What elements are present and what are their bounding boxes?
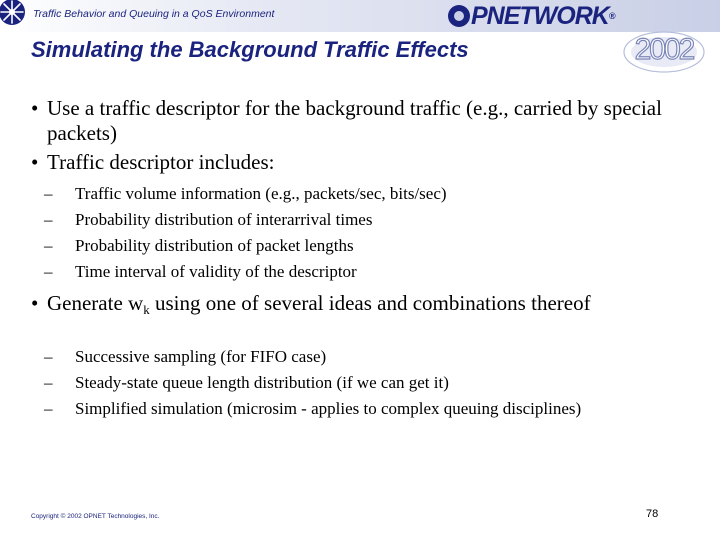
- bullet-item: [31, 96, 671, 146]
- sub-bullet-item: [44, 397, 604, 420]
- copyright-notice: Copyright © 2002 OPNET Technologies, Inc.: [31, 513, 160, 520]
- sub-bullet-item: [44, 371, 604, 394]
- sub-bullet-marker: –: [44, 210, 53, 229]
- sub-bullet-marker: –: [44, 262, 53, 281]
- header-subtitle: Traffic Behavior and Queuing in a QoS Environment: [33, 8, 275, 20]
- sub-bullet-text: Probability distribution of packet lengths: [75, 236, 354, 255]
- year-label: 2002: [634, 33, 694, 66]
- sub-bullet-marker: –: [44, 373, 53, 392]
- sub-bullet-text: Traffic volume information (e.g., packets/sec, bits/sec): [75, 184, 447, 203]
- sub-bullet-item: [44, 208, 604, 231]
- bullet-marker: •: [31, 150, 39, 174]
- sub-bullet-marker: –: [44, 184, 53, 203]
- bullet-item: [31, 291, 611, 322]
- bullet-text-continued: using one of several ideas and combinations thereof: [149, 291, 591, 315]
- sub-bullet-item: [44, 234, 604, 257]
- bullet-item: [31, 150, 671, 175]
- bullet-marker: •: [31, 291, 39, 315]
- brand-trademark: ®: [608, 11, 616, 21]
- sub-bullet-text: Probability distribution of interarrival times: [75, 210, 373, 229]
- sub-bullet-marker: –: [44, 399, 53, 418]
- sub-bullet-text: Simplified simulation (microsim - applies to complex queuing disciplines): [75, 399, 582, 418]
- sub-bullet-text: Steady-state queue length distribution (if we can get it): [75, 373, 449, 392]
- bullet-marker: •: [31, 96, 39, 120]
- subscript-k: k: [143, 302, 150, 317]
- sub-bullet-item: [44, 260, 604, 283]
- slide-title: Simulating the Background Traffic Effects: [31, 37, 469, 62]
- year-2002-badge-icon: [622, 30, 706, 74]
- brand-o-icon: [448, 5, 470, 27]
- bullet-text: Use a traffic descriptor for the background traffic (e.g., carried by special packets): [47, 96, 662, 145]
- sub-bullet-marker: –: [44, 347, 53, 366]
- bullet-text: Generate w: [47, 291, 144, 315]
- opnet-brand-logo: [448, 2, 615, 30]
- sub-bullet-item: [44, 345, 604, 368]
- page-number: 78: [646, 508, 659, 520]
- sub-bullet-text: Successive sampling (for FIFO case): [75, 347, 327, 366]
- sub-bullet-item: [44, 182, 604, 205]
- bullet-text: Traffic descriptor includes:: [47, 150, 275, 174]
- sub-bullet-text: Time interval of validity of the descriptor: [75, 262, 357, 281]
- sub-bullet-marker: –: [44, 236, 53, 255]
- brand-name: PNETWORK: [471, 2, 609, 30]
